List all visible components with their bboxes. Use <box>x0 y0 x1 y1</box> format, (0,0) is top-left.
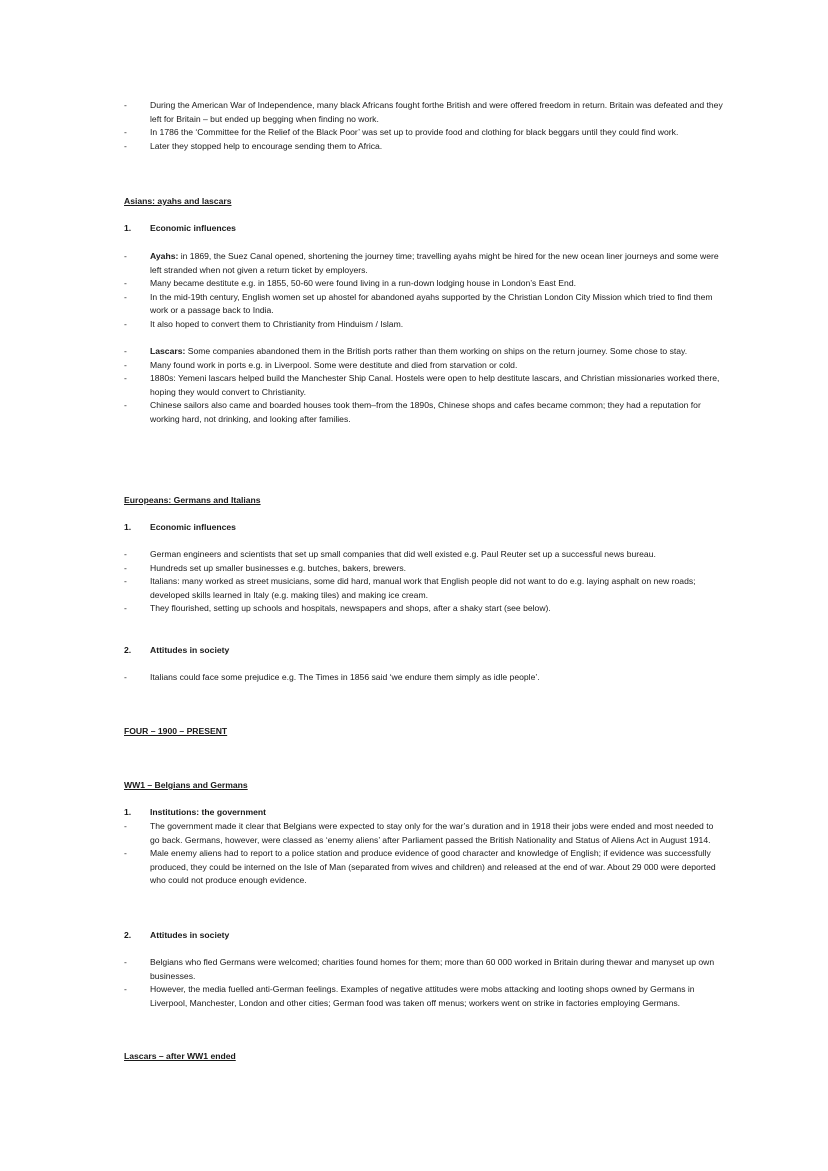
list-item: - Many found work in ports e.g. in Liverpool. Some were destitute and died from starvation or cold. <box>124 359 724 373</box>
list-item: - It also hoped to convert them to Christianity from Hinduism / Islam. <box>124 318 724 332</box>
ww1-institutions-bullet-list <box>124 820 724 888</box>
list-item: - Male enemy aliens had to report to a police station and produce evidence of good character and knowledge of English; if evidence was successfully produced, they could be interned on the Isle of Man (separated from wives and children) and released at the end of war. About 29 000 were deported who could not produce enough evidence. <box>124 847 724 888</box>
subheading-title: Attitudes in society <box>150 645 230 655</box>
section-heading-europeans: Europeans: Germans and Italians <box>124 495 261 505</box>
list-item: - However, the media fuelled anti-German feelings. Examples of negative attitudes were mobs attacking and looting shops owned by Germans in Liverpool, Manchester, London and other cities; German food was taken off menus; workers went on strike in factories employing Germans. <box>124 983 724 1010</box>
list-item <box>124 345 724 359</box>
subheading-attitudes-in-society <box>124 644 724 658</box>
section-heading-lascars-after-ww1: Lascars – after WW1 ended <box>124 1051 236 1061</box>
list-item: - Italians could face some prejudice e.g. The Times in 1856 said ‘we endure them simply as idle people’. <box>124 671 724 685</box>
subheading-number: 1. <box>124 223 132 233</box>
subheading-institutions <box>124 806 724 820</box>
subheading-number: 1. <box>124 522 132 532</box>
subheading-title: Economic influences <box>150 522 236 532</box>
list-item: - They flourished, setting up schools and hospitals, newspapers and shops, after a shaky start (see below). <box>124 602 724 616</box>
subheading-number: 2. <box>124 645 132 655</box>
list-item: - Later they stopped help to encourage sending them to Africa. <box>124 140 724 154</box>
subheading-economic-influences <box>124 521 724 535</box>
lascars-text: Some companies abandoned them in the British ports rather than them working on ships on the return journey. Some chose to stay. <box>185 346 688 356</box>
ayahs-label: Ayahs: <box>150 251 179 261</box>
list-item: - Belgians who fled Germans were welcomed; charities found homes for them; more than 60 000 worked in Britain during thewar and manyset up own businesses. <box>124 956 724 983</box>
subheading-economic-influences <box>124 222 724 236</box>
intro-bullet-list <box>124 99 724 153</box>
list-item: - 1880s: Yemeni lascars helped build the Manchester Ship Canal. Hostels were open to help destitute lascars, and Christian missionaries worked there, hoping they would convert to Christianity. <box>124 372 724 399</box>
subheading-number: 2. <box>124 930 132 940</box>
list-item: - During the American War of Independence, many black Africans fought forthe British and were offered freedom in return. Britain was defeated and they left for Britain – but ended up begging when finding no work. <box>124 99 724 126</box>
subheading-title: Attitudes in society <box>150 930 230 940</box>
europeans-attitudes-bullet-list <box>124 671 724 685</box>
lascars-bullet-list <box>124 345 724 426</box>
subheading-number: 1. <box>124 807 132 817</box>
list-item: - Many became destitute e.g. in 1855, 50-60 were found living in a run-down lodging house in London’s East End. <box>124 277 724 291</box>
europeans-economic-bullet-list <box>124 548 724 616</box>
subheading-title: Institutions: the government <box>150 807 267 817</box>
ayahs-text: in 1869, the Suez Canal opened, shortening the journey time; travelling ayahs might be hired for the new ocean liner journeys and some were left stranded when not given a return ticket by employers. <box>150 251 719 275</box>
list-item: - Chinese sailors also came and boarded houses took them–from the 1890s, Chinese shops and cafes became common; they had a reputation for working hard, not drinking, and looking after families. <box>124 399 724 426</box>
list-item: - Italians: many worked as street musicians, some did hard, manual work that English people did not want to do e.g. laying asphalt on new roads; developed skills learned in Italy (e.g. making tiles) and making ice cream. <box>124 575 724 602</box>
list-item: - In the mid-19th century, English women set up ahostel for abandoned ayahs supported by the Christian London City Mission which tried to find them work or a passage back to India. <box>124 291 724 318</box>
list-item: - In 1786 the ‘Committee for the Relief of the Black Poor’ was set up to provide food and clothing for black beggars until they could find work. <box>124 126 724 140</box>
lascars-label: Lascars: <box>150 346 186 356</box>
list-item: - German engineers and scientists that set up small companies that did well existed e.g. Paul Reuter set up a successful news bureau. <box>124 548 724 562</box>
ww1-attitudes-bullet-list <box>124 956 724 1010</box>
section-heading-four: FOUR – 1900 – PRESENT <box>124 726 228 736</box>
ayahs-bullet-list <box>124 250 724 331</box>
subheading-title: Economic influences <box>150 223 236 233</box>
subheading-attitudes-in-society <box>124 929 724 943</box>
section-heading-asians: Asians: ayahs and lascars <box>124 196 232 206</box>
section-heading-ww1: WW1 – Belgians and Germans <box>124 780 248 790</box>
list-item: - The government made it clear that Belgians were expected to stay only for the war’s duration and in 1918 their jobs were ended and most needed to go back. Germans, however, were classed as ‘enemy aliens’ after Parliament passed the British Nationality and Status of Aliens Act in August 1914. <box>124 820 724 847</box>
list-item <box>124 250 724 277</box>
list-item: - Hundreds set up smaller businesses e.g. butches, bakers, brewers. <box>124 562 724 576</box>
